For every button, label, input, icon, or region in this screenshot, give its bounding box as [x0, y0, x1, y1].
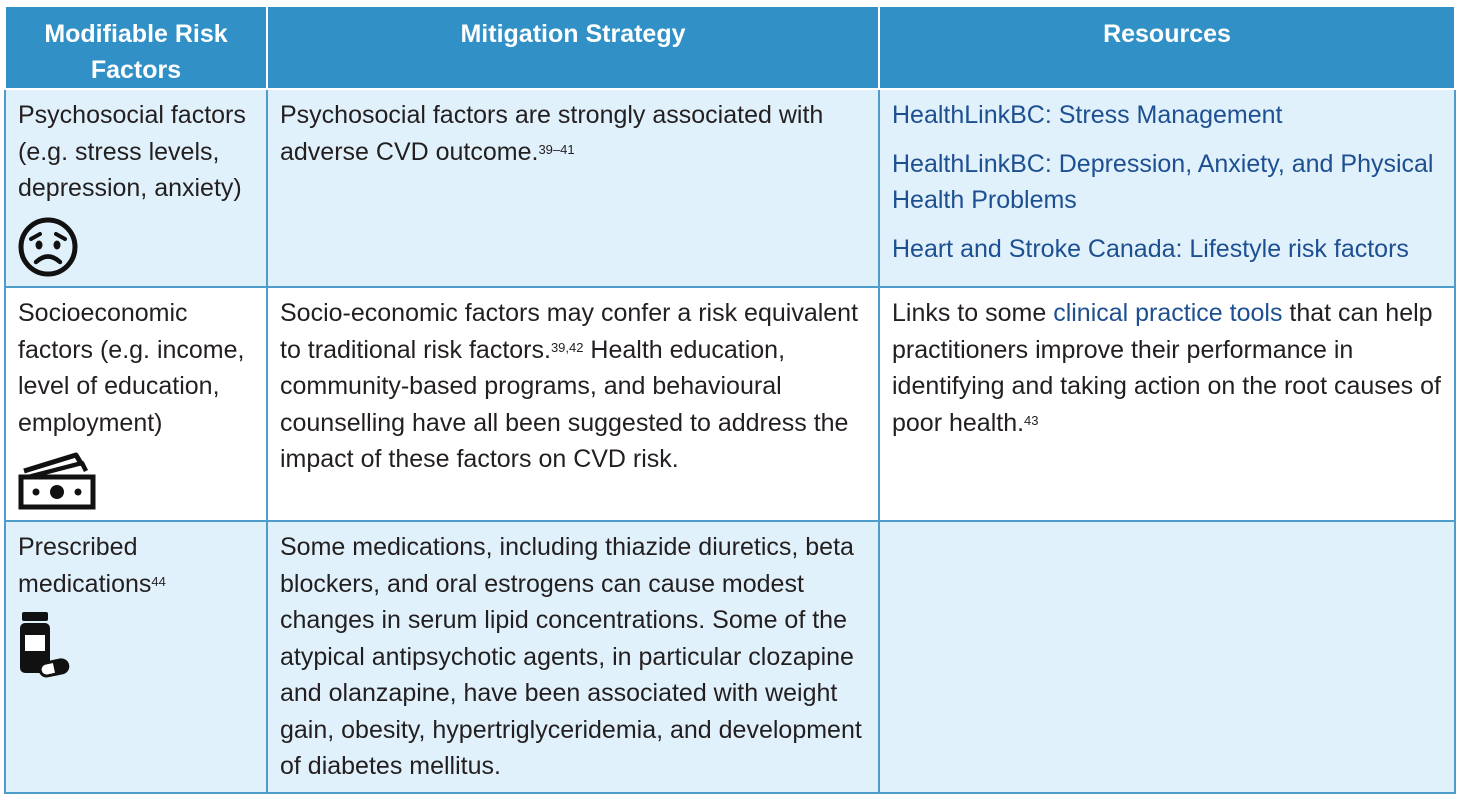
strategy-text: Some medications, including thiazide diuretics, beta blockers, and oral estrogens can cause modest changes in serum lipid concentrations. Some of the atypical antipsychotic agents, in particular clozapine and olanzapine, have been associated with weight gain, obesity, hypertriglyceridemia, and development of diabetes mellitus.	[280, 533, 862, 780]
header-mitigation-strategy: Mitigation Strategy	[267, 6, 879, 89]
risk-factor-cell	[5, 287, 267, 521]
risk-factor-cell	[5, 521, 267, 793]
header-modifiable-risk-factors: Modifiable Risk Factors	[5, 6, 267, 89]
reference-superscript: 44	[151, 573, 166, 589]
reference-superscript: 43	[1024, 412, 1039, 428]
mitigation-strategy-cell	[267, 521, 879, 793]
risk-factor-cell	[5, 89, 267, 287]
strategy-text: Socio-economic factors may confer a risk equivalent to traditional risk factors.	[280, 299, 859, 364]
table-row	[5, 287, 1455, 521]
reference-superscript: 39,42	[550, 339, 584, 355]
mitigation-strategy-cell	[267, 89, 879, 287]
resources-text: Links to some	[892, 299, 1054, 327]
clinical-practice-tools-link[interactable]: clinical practice tools	[1053, 299, 1283, 327]
resources-text-continued: that can help practitioners improve their performance in identifying and taking action on the root causes of poor health.	[892, 299, 1441, 437]
risk-factor-label: Prescribed medications	[18, 533, 152, 598]
resources-cell-empty	[879, 521, 1455, 793]
resource-link-depression-anxiety[interactable]: HealthLinkBC: Depression, Anxiety, and Physical Health Problems	[892, 149, 1434, 214]
strategy-text: Psychosocial factors are strongly associated with adverse CVD outcome.	[280, 101, 824, 166]
risk-factor-table	[4, 5, 1456, 794]
worried-face-icon	[18, 215, 82, 279]
resource-link-lifestyle-risk-factors[interactable]: Heart and Stroke Canada: Lifestyle risk factors	[892, 234, 1409, 263]
header-resources: Resources	[879, 6, 1455, 89]
reference-superscript: 39–41	[538, 141, 575, 157]
medication-bottle-icon	[18, 610, 70, 680]
resource-link-stress-management[interactable]: HealthLinkBC: Stress Management	[892, 101, 1283, 129]
resources-cell	[879, 89, 1455, 287]
money-bills-icon	[18, 449, 98, 511]
table-row	[5, 521, 1455, 793]
table-header-row	[5, 6, 1455, 89]
mitigation-strategy-cell	[267, 287, 879, 521]
strategy-text-continued: Health education, community-based programs, and behavioural counselling have all been suggested to address the impact of these factors on CVD risk.	[280, 335, 849, 473]
table-row	[5, 89, 1455, 287]
risk-factor-label: Psychosocial factors (e.g. stress levels, depression, anxiety)	[18, 101, 246, 202]
risk-factor-label: Socioeconomic factors (e.g. income, level of education, employment)	[18, 299, 245, 437]
resources-cell	[879, 287, 1455, 521]
